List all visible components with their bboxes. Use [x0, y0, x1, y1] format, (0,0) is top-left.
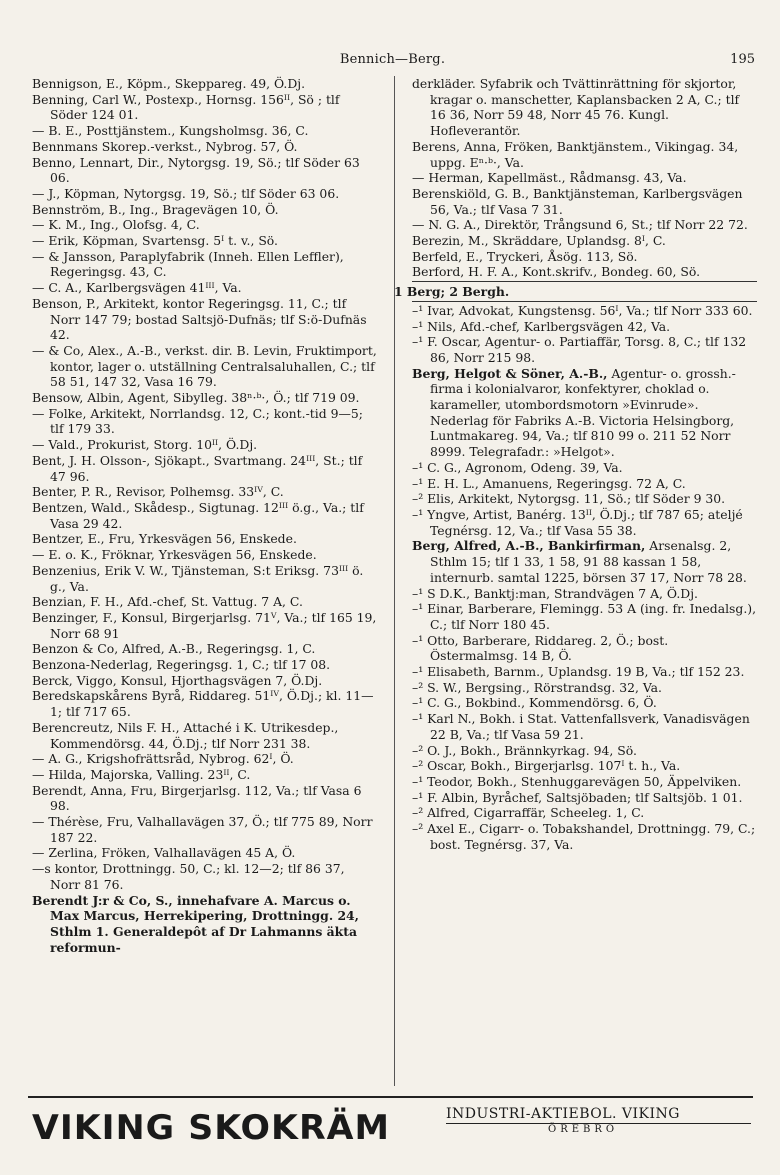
directory-entry: 1 Berg; 2 Bergh.	[412, 281, 757, 302]
directory-entry: –² O. J., Bokh., Brännkyrkag. 94, Sö.	[412, 742, 637, 758]
directory-entry: — K. M., Ing., Olofsg. 4, C.	[32, 217, 200, 233]
directory-entry: Benzenius, Erik V. W., Tjänsteman, S:t Eriksg. 73ᴵᴵᴵ ö. g., Va.	[32, 562, 364, 594]
page-header	[30, 52, 755, 74]
entry-lead: Berg, Helgot & Söner, A.-B.,	[412, 365, 608, 381]
directory-entry: –¹ Ivar, Advokat, Kungstensg. 56ᴵ, Va.; tlf Norr 333 60.	[412, 302, 753, 318]
directory-entry: — E. o. K., Fröknar, Yrkesvägen 56, Enskede.	[32, 547, 317, 563]
directory-entry: Berens, Anna, Fröken, Banktjänstem., Vikingag. 34, uppg. Eⁿ·ᵇ·, Va.	[412, 138, 739, 170]
directory-entry: — & Jansson, Paraplyfabrik (Inneh. Ellen Leffler), Regeringsg. 43, C.	[32, 248, 344, 280]
directory-entry: Bentzer, E., Fru, Yrkesvägen 56, Enskede.	[32, 531, 297, 547]
directory-entry: Benzinger, F., Konsul, Birgerjarlsg. 71ⱽ, Va.; tlf 165 19, Norr 68 91	[32, 609, 377, 641]
directory-entry: –¹ F. Oscar, Agentur- o. Partiaffär, Torsg. 8, C.; tlf 132 86, Norr 215 98.	[412, 334, 747, 365]
directory-entry: Benter, P. R., Revisor, Polhemsg. 33ᴵⱽ, C.	[32, 484, 284, 500]
directory-entry: — Vald., Prokurist, Storg. 10ᴵᴵ, Ö.Dj.	[32, 437, 258, 453]
directory-entry	[412, 538, 757, 585]
directory-entry: Berendt, Anna, Fru, Birgerjarlsg. 112, Va.; tlf Vasa 6 98.	[32, 782, 362, 814]
directory-entry: Berendt J:r & Co, S., innehafvare A. Marcus o. Max Marcus, Herrekipering, Drottningg. 24, Sthlm 1. Generaldepôt af Dr Lahmanns äkta reformun-	[32, 892, 359, 955]
running-head: Bennich—Berg.	[339, 52, 446, 67]
directory-entry: — A. G., Krigshofrättsråd, Nybrog. 62ᴵ, Ö.	[32, 751, 294, 767]
directory-entry: —s kontor, Drottningg. 50, C.; kl. 12—2; tlf 86 37, Norr 81 76.	[32, 861, 345, 892]
entry-lead: Berg, Alfred, A.-B., Bankirfirman,	[412, 538, 646, 554]
directory-entry: Bent, J. H. Olsson-, Sjökapt., Svartmang. 24ᴵᴵᴵ, St.; tlf 47 96.	[32, 452, 363, 484]
directory-entry: –¹ E. H. L., Amanuens, Regeringsg. 72 A, C.	[412, 475, 686, 491]
directory-entry: Beredskapskårens Byrå, Riddareg. 51ᴵⱽ, Ö.Dj.; kl. 11—1; tlf 717 65.	[32, 688, 374, 720]
footer-city: ÖREBRO	[548, 1124, 619, 1135]
directory-entry: –² Oscar, Bokh., Birgerjarlsg. 107ᴵ t. h., Va.	[412, 758, 681, 774]
directory-entry: — C. A., Karlbergsvägen 41ᴵᴵᴵ, Va.	[32, 280, 242, 296]
entry-rest: Arsenalsg. 2, Sthlm 15; tlf 1 33, 1 58, 91 88 kassan 1 58, internurb. samtal 1225, börsen 37 17, Norr 78 28.	[430, 538, 747, 585]
directory-entry: –¹ Nils, Afd.-chef, Karlbergsvägen 42, Va.	[412, 318, 671, 334]
directory-entry: –¹ Karl N., Bokh. i Stat. Vattenfallsverk, Vanadisvägen 22 B, Va.; tlf Vasa 59 21.	[412, 711, 750, 742]
left-column	[32, 76, 377, 1081]
right-column	[394, 76, 757, 1081]
directory-entry: –¹ Elisabeth, Barnm., Uplandsg. 19 B, Va.; tlf 152 23.	[412, 664, 745, 680]
directory-entry: –¹ Teodor, Bokh., Stenhuggarevägen 50, Äppelviken.	[412, 773, 742, 789]
directory-entry: Berck, Viggo, Konsul, Hjorthagsvägen 7, Ö.Dj.	[32, 672, 323, 688]
directory-entry: Berenskiöld, G. B., Banktjänsteman, Karlbergsvägen 56, Va.; tlf Vasa 7 31.	[412, 185, 743, 217]
directory-entry: –² Axel E., Cigarr- o. Tobakshandel, Drottningg. 79, C.; bost. Tegnérsg. 37, Va.	[412, 821, 756, 852]
directory-entry: Bensow, Albin, Agent, Sibylleg. 38ⁿ·ᵇ·, Ö.; tlf 719 09.	[32, 390, 360, 406]
directory-entry: Berezin, M., Skräddare, Uplandsg. 8ᴵ, C.	[412, 233, 666, 249]
directory-entry: — & Co, Alex., A.-B., verkst. dir. B. Levin, Fruktimport, kontor, lager o. utställning Centralsaluhallen, C.; tlf 58 51, 147 32, Vasa 16 79.	[32, 342, 377, 390]
directory-entry: — N. G. A., Direktör, Trångsund 6, St.; tlf Norr 22 72.	[412, 217, 748, 233]
directory-entry: Benning, Carl W., Postexp., Hornsg. 156ᴵᴵ, Sö ; tlf Söder 124 01.	[32, 91, 340, 123]
directory-entry: — Herman, Kapellmäst., Rådmansg. 43, Va.	[412, 170, 687, 186]
directory-entry: — Hilda, Majorska, Valling. 23ᴵᴵ, C.	[32, 766, 251, 782]
directory-entry: — B. E., Posttjänstem., Kungsholmsg. 36, C.	[32, 123, 309, 139]
directory-entry: –² S. W., Bergsing., Rörstrandsg. 32, Va.	[412, 679, 662, 695]
footer-brand: VIKING SKOKRÄM	[32, 1108, 391, 1148]
directory-entry: — Zerlina, Fröken, Valhallavägen 45 A, Ö.	[32, 845, 296, 861]
directory-entry: Bennström, B., Ing., Bragevägen 10, Ö.	[32, 201, 279, 217]
directory-entry: Benson, P., Arkitekt, kontor Regeringsg. 11, C.; tlf Norr 147 79; bostad Saltsjö-Dufnäs; tlf S:ö-Dufnäs 42.	[32, 295, 367, 343]
directory-entry: Bennmans Skorep.-verkst., Nybrog. 57, Ö.	[32, 138, 298, 154]
directory-entry: — Folke, Arkitekt, Norrlandsg. 12, C.; kont.-tid 9—5; tlf 179 33.	[32, 405, 363, 437]
directory-entry: –¹ S D.K., Banktj:man, Strandvägen 7 A, Ö.Dj.	[412, 585, 698, 601]
directory-entry: Benzona-Nederlag, Regeringsg. 1, C.; tlf 17 08.	[32, 657, 331, 673]
entry-rest: Agentur- o. grossh.-firma i kolonialvaror, konfektyrer, choklad o. karameller, utombordsmotorn »Evinrude». Nederlag för Fabriks A.-B. Victoria Helsingborg, Luntmakareg. 94, Va.; tlf 810 99 o. 211 52 Norr 8999. Telegrafadr.: »Helgot».	[430, 365, 736, 460]
advertisement-footer	[28, 1096, 753, 1148]
directory-entry: — Erik, Köpman, Svartensg. 5ᴵ t. v., Sö.	[32, 233, 278, 249]
page-number: 195	[730, 52, 755, 67]
directory-entry: –¹ C. G., Agronom, Odeng. 39, Va.	[412, 459, 623, 475]
column-divider	[394, 76, 395, 1086]
directory-entry: — J., Köpman, Nytorgsg. 19, Sö.; tlf Söder 63 06.	[32, 185, 340, 201]
directory-entry: — Thérèse, Fru, Valhallavägen 37, Ö.; tlf 775 89, Norr 187 22.	[32, 814, 373, 845]
directory-entry: –² Alfred, Cigarraffär, Scheeleg. 1, C.	[412, 805, 645, 821]
directory-entry: –¹ Otto, Barberare, Riddareg. 2, Ö.; bost. Östermalmsg. 14 B, Ö.	[412, 632, 669, 664]
directory-entry: –¹ F. Albin, Byråchef, Saltsjöbaden; tlf Saltsjöb. 1 01.	[412, 789, 743, 805]
directory-entry: Berford, H. F. A., Kont.skrifv., Bondeg. 60, Sö.	[412, 264, 701, 280]
footer-company: INDUSTRI-AKTIEBOL. VIKING	[446, 1106, 680, 1122]
directory-entry: –² Elis, Arkitekt, Nytorgsg. 11, Sö.; tlf Söder 9 30.	[412, 491, 726, 507]
directory-entry: Benno, Lennart, Dir., Nytorgsg. 19, Sö.; tlf Söder 63 06.	[32, 154, 360, 186]
directory-entry	[412, 366, 757, 460]
directory-entry: Benzian, F. H., Afd.-chef, St. Vattug. 7 A, C.	[32, 594, 303, 610]
directory-entry: –¹ Einar, Barberare, Flemingg. 53 A (ing. fr. Inedalsg.), C.; tlf Norr 180 45.	[412, 601, 757, 632]
directory-entry: Bennigson, E., Köpm., Skeppareg. 49, Ö.Dj.	[32, 76, 306, 91]
directory-entry: Benzon & Co, Alfred, A.-B., Regeringsg. 1, C.	[32, 641, 316, 657]
directory-entry: Berencreutz, Nils F. H., Attaché i K. Utrikesdep., Kommendörsg. 44, Ö.Dj.; tlf Norr 231 38.	[32, 719, 339, 751]
directory-entry: derkläder. Syfabrik och Tvättinrättning för skjortor, kragar o. manschetter, Kaplansbacken 2 A, C.; tlf 16 36, Norr 59 48, Norr 45 76. Kungl. Hofleverantör.	[412, 76, 740, 139]
directory-entry: Bentzen, Wald., Skådesp., Sigtunag. 12ᴵᴵᴵ ö.g., Va.; tlf Vasa 29 42.	[32, 499, 364, 531]
directory-entry: –¹ C. G., Bokbind., Kommendörsg. 6, Ö.	[412, 695, 657, 711]
directory-entry: –¹ Yngve, Artist, Banérg. 13ᴵᴵ, Ö.Dj.; tlf 787 65; ateljé Tegnérsg. 12, Va.; tlf Vasa 55 38.	[412, 506, 743, 538]
directory-entry: Berfeld, E., Tryckeri, Åsög. 113, Sö.	[412, 248, 638, 264]
